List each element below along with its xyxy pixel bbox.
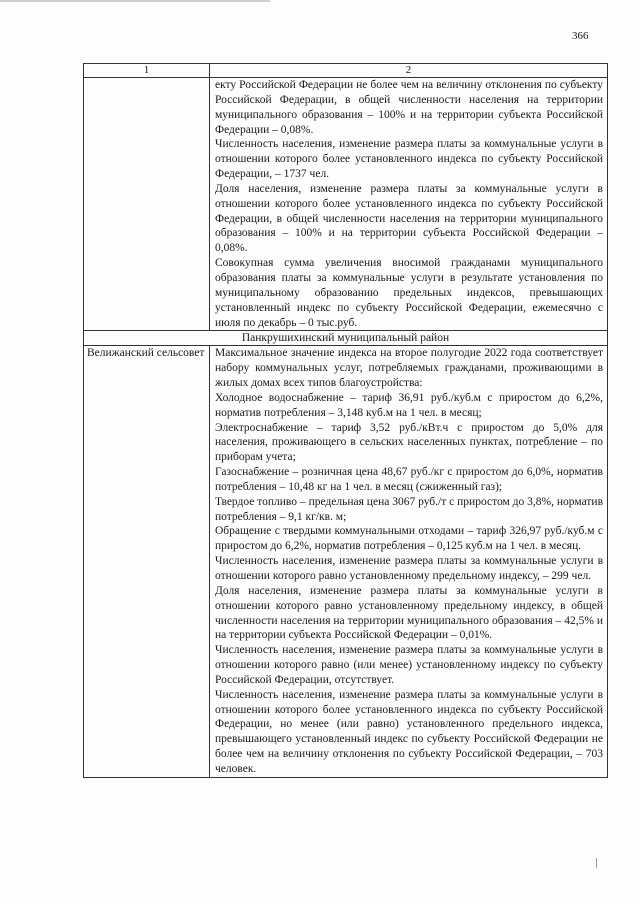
table-row — [84, 346, 608, 777]
column-1-header: 1 — [84, 64, 210, 78]
paragraph: Максимальное значение индекса на второе полугодие 2022 года соответствует набору коммунальных услуг, потребляемых гражданами, проживающими в жилых домах всех типов благоустройства: — [215, 347, 603, 390]
district-row — [84, 331, 608, 346]
paragraph: Холодное водоснабжение – тариф 36,91 руб./куб.м с приростом до 6,2%, норматив потребления – 3,148 куб.м на 1 чел. в месяц; — [215, 391, 603, 419]
content-cell — [210, 346, 608, 777]
paragraph: Доля населения, изменение размера платы за коммунальные услуги в отношении которого равно установленному предельному индексу, в общей численности населения на территории муниципального образования – 42,5% и на территории субъекта Российской Федерации – 0,01%. — [215, 584, 603, 642]
paragraph: Численность населения, изменение размера платы за коммунальные услуги в отношении которого более установленного индекса по субъекту Российской Федерации, но менее (или равно) установленного предельного индекса, превышающего установленный индекс по субъекту Российской Федерации не более чем на величину отклонения по субъекту Российской Федерации, – 703 человек. — [215, 688, 603, 775]
paragraph: Численность населения, изменение размера платы за коммунальные услуги в отношении которого более установленного индекса по субъекту Российской Федерации, – 1737 чел. — [215, 138, 603, 181]
paragraph: екту Российской Федерации не более чем на величину отклонения по субъекту Российской Федерации, в общей численности населения на территории муниципального образования – 100% и на территории субъекта Российской Федерации – 0,08%. — [215, 79, 603, 136]
scan-top-rule — [0, 0, 270, 2]
district-title: Панкрушихинский муниципальный район — [84, 331, 608, 346]
table-row — [84, 78, 608, 331]
page-number: 366 — [572, 30, 589, 42]
entity-name: Велижанский сельсовет — [84, 346, 210, 777]
paragraph: Доля населения, изменение размера платы за коммунальные услуги в отношении которого более установленного индекса по субъекту Российской Федерации, в общей численности населения на территории муниципального образования – 100% и на территории субъекта Российской Федерации – 0,08%. — [215, 182, 603, 255]
paragraph: Численность населения, изменение размера платы за коммунальные услуги в отношении которого равно (или менее) установленному индексу по субъекту Российской Федерации, отсутствует. — [215, 644, 603, 686]
paragraph: Твердое топливо – предельная цена 3067 руб./т с приростом до 3,8%, норматив потребления – 9,1 кг/кв. м; — [215, 495, 603, 523]
content-cell — [210, 78, 608, 331]
paragraph: Совокупная сумма увеличения вносимой гражданами муниципального образования платы за коммунальные услуги в результате установления по муниципальному образованию предельных индексов, превышающих установленный индекс по субъекту Российской Федерации, ежемесячно с июля по декабрь – 0 тыс.руб. — [215, 257, 603, 329]
paragraph: Электроснабжение – тариф 3,52 руб./кВт.ч с приростом до 5,0% для населения, проживающего в сельских населенных пунктах, потребление – по приборам учета; — [215, 421, 603, 464]
entity-cell-empty — [84, 78, 210, 331]
paragraph: Газоснабжение – розничная цена 48,67 руб./кг с приростом до 6,0%, норматив потребления – 10,48 кг на 1 чел. в месяц (сжиженный газ); — [215, 466, 603, 493]
paragraph: Обращение с твердыми коммунальными отходами – тариф 326,97 руб./куб.м с приростом до 6,2%, норматив потребления – 0,125 куб.м на 1 чел. в месяц. — [215, 525, 603, 553]
scan-mark — [596, 858, 597, 868]
document-table — [83, 63, 608, 778]
paragraph: Численность населения, изменение размера платы за коммунальные услуги в отношении которого равно установленному предельному индексу, – 299 чел. — [215, 555, 603, 582]
table-header-row — [84, 64, 608, 78]
column-2-header: 2 — [210, 64, 608, 78]
